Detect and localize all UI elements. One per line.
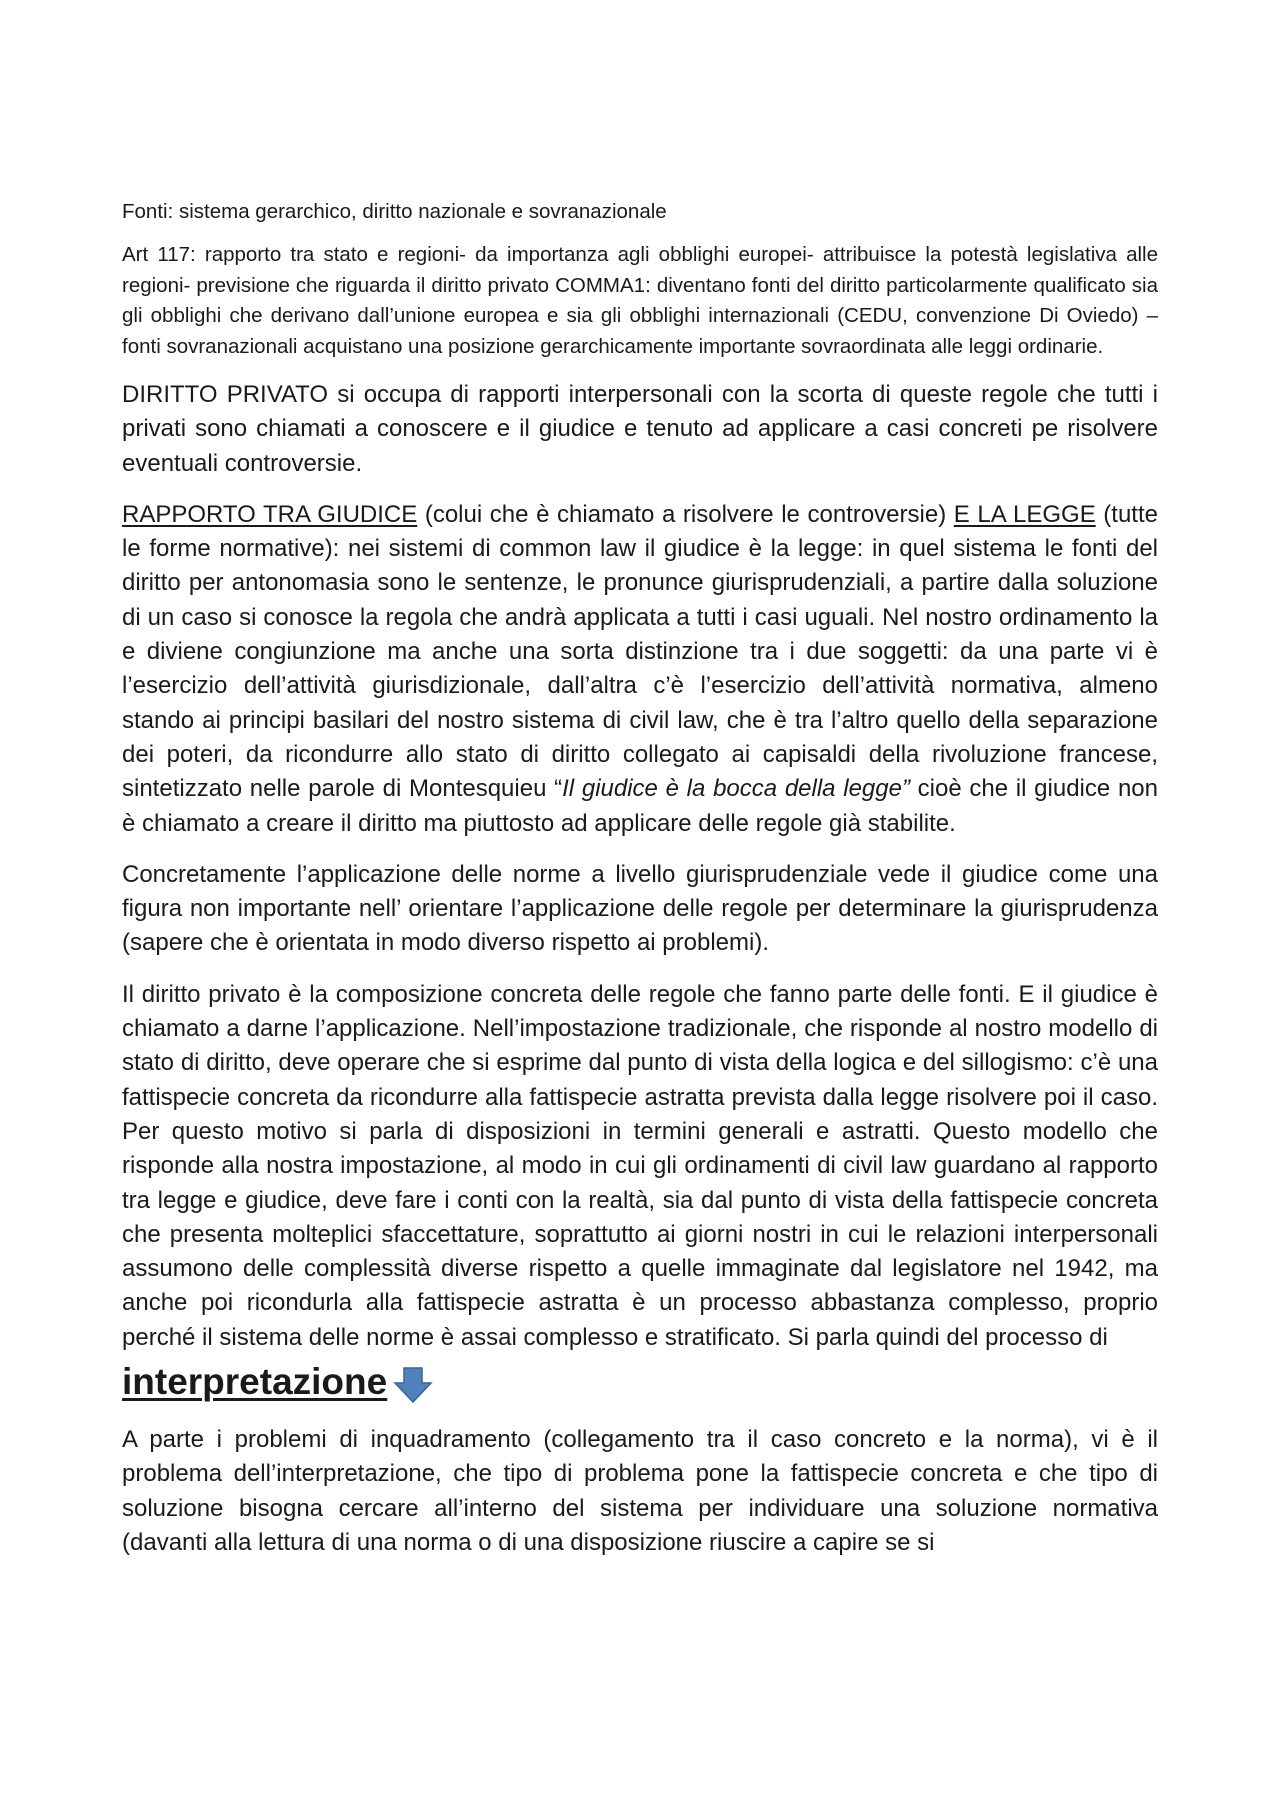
document-body bbox=[122, 198, 1158, 1577]
down-arrow-icon bbox=[393, 1365, 433, 1405]
document-title: Fonti: sistema gerarchico, diritto nazionale e sovranazionale bbox=[122, 200, 667, 223]
text-fragment: cioè che il giudice non è chiamato a creare il diritto ma piuttosto ad applicare delle regole già stabilite. bbox=[122, 775, 1158, 837]
paragraph-giudice-legge bbox=[122, 498, 1158, 841]
underlined-term-giudice: RAPPORTO TRA GIUDICE bbox=[122, 500, 418, 528]
underlined-term-legge: E LA LEGGE bbox=[953, 500, 1096, 528]
text-fragment: (tutte le forme normative): nei sistemi di common law il giudice è la legge: in quel sistema le fonti del diritto per antonomasia sono le sentenze, le pronunce giurisprudenziali, a partire dalla soluzione di un caso si conosce la regola che andrà applicata a tutti i casi uguali. Nel nostro ordinamento la e diviene congiunzione ma anche una sorta distinzione tra i due soggetti: da una parte vi è l’esercizio dell’attività giurisdizionale, dall’altra c’è l’esercizio dell’attività normativa, almeno stando ai principi basilari del nostro sistema di civil law, che è tra l’altro quello della separazione dei poteri, da ricondurre allo stato di diritto collegato ai capisaldi della rivoluzione francese, sintetizzato nelle parole di Montesquieu “ bbox=[122, 500, 1158, 803]
section-heading-interpretazione: interpretazione bbox=[122, 1361, 388, 1403]
paragraph-composizione: Il diritto privato è la composizione concreta delle regole che fanno parte delle fonti. E il giudice è chiamato a darne l’applicazione. Nell’impostazione tradizionale, che risponde al nostro modello di stato di diritto, deve operare che si esprime dal punto di vista della logica e del sillogismo: c’è una fattispecie concreta da ricondurre alla fattispecie astratta prevista dalla legge risolvere poi il caso. Per questo motivo si parla di disposizioni in termini generali e astratti. Questo modello che risponde alla nostra impostazione, al modo in cui gli ordinamenti di civil law guardano al rapporto tra legge e giudice, deve fare i conti con la realtà, sia dal punto di vista della fattispecie concreta che presenta molteplici sfaccettature, soprattutto ai giorni nostri in cui le relazioni interpersonali assumono delle complessità diverse rispetto a quelle immaginate dal legislatore nel 1942, ma anche poi ricondurla alla fattispecie astratta è un processo abbastanza complesso, proprio perché il sistema delle norme è assai complesso e stratificato. Si parla quindi del processo di bbox=[122, 980, 1158, 1351]
text-fragment: (colui che è chiamato a risolvere le controversie) bbox=[417, 500, 954, 528]
paragraph-art117: Art 117: rapporto tra stato e regioni- da importanza agli obblighi europei- attribuisce la potestà legislativa alle regioni- previsione che riguarda il diritto privato COMMA1: diventano fonti del diritto particolarmente qualificato sia gli obblighi che derivano dall’unione europea e sia gli obblighi internazionali (CEDU, convenzione Di Oviedo) – fonti sovranazionali acquistano una posizione gerarchicamente importante sovraordinata alle leggi ordinarie. bbox=[122, 243, 1158, 358]
paragraph-diritto-privato: DIRITTO PRIVATO si occupa di rapporti interpersonali con la scorta di queste regole che tutti i privati sono chiamati a conoscere e il giudice e tenuto ad applicare a casi concreti pe risolvere eventuali controversie. bbox=[122, 381, 1158, 477]
section-heading-row bbox=[122, 1359, 1158, 1405]
paragraph-applicazione: Concretamente l’applicazione delle norme a livello giurisprudenziale vede il giudice come una figura non importante nell’ orientare l’applicazione delle regole per determinare la giurisprudenza (sapere che è orientata in modo diverso rispetto ai problemi). bbox=[122, 860, 1158, 957]
montesquieu-quote: Il giudice è la bocca della legge” bbox=[562, 775, 910, 803]
paragraph-inquadramento: A parte i problemi di inquadramento (collegamento tra il caso concreto e la norma), vi è il problema dell’interpretazione, che tipo di problema pone la fattispecie concreta e che tipo di soluzione bisogna cercare all’interno del sistema per individuare una soluzione normativa (davanti alla lettura di una norma o di una disposizione riuscire a capire se si bbox=[122, 1426, 1158, 1556]
